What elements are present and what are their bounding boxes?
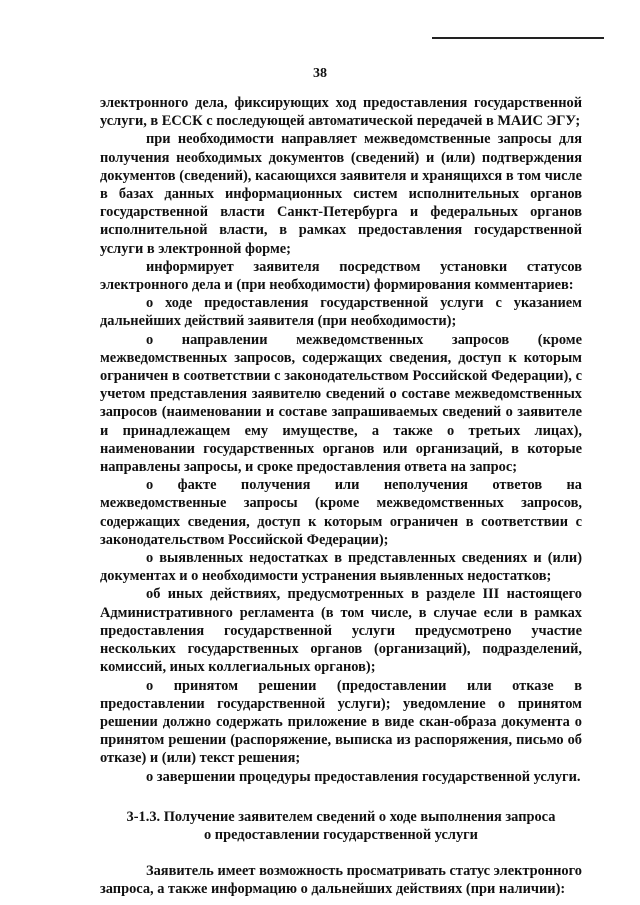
- top-rule: [432, 37, 604, 39]
- paragraph: электронного дела, фиксирующих ход предоставления государственной услуги, в ЕССК с последующей автоматической передачей в МАИС ЭГУ;: [100, 95, 582, 130]
- section-heading: [100, 808, 582, 844]
- page-number: 38: [313, 66, 327, 81]
- list-item: о завершении процедуры предоставления государственной услуги.: [146, 768, 581, 785]
- list-item: о ходе предоставления государственной услуги с указанием дальнейших действий заявителя (при необходимости);: [100, 295, 582, 330]
- list-item: об иных действиях, предусмотренных в разделе III настоящего Административного регламента (в том числе, в случае если в рамках предоставления государственной услуги предусмотрено участие нескольких государственных органов (организаций), подразделений, комиссий, иных коллегиальных органов);: [100, 586, 582, 676]
- paragraph: при необходимости направляет межведомственные запросы для получения необходимых документов (сведений) и (или) подтверждения документов (сведений), касающихся заявителя и хранящихся в том числе в базах данных информационных систем исполнительных органов государственной власти Санкт-Петербурга и федеральных органов исполнительной власти, в рамках предоставления государственной услуги в электронной форме;: [100, 131, 582, 257]
- list-item: о факте получения или неполучения ответов на межведомственные запросы (кроме межведомственных запросов, содержащих сведения, доступ к которым ограничен в соответствии с законодательством Российской Федерации);: [100, 477, 582, 548]
- document-body: [100, 94, 582, 899]
- section-heading-line-2: о предоставлении государственной услуги: [204, 826, 478, 843]
- closing-paragraph: Заявитель имеет возможность просматривать статус электронного запроса, а также информацию о дальнейших действиях (при наличии):: [100, 863, 582, 898]
- list-item: о направлении межведомственных запросов (кроме межведомственных запросов, содержащих сведения, доступ к которым ограничен в соответствии с законодательством Российской Федерации), с учетом представления заявителю сведений о составе межведомственных запросов (наименовании и составе запрашиваемых сведений о заявителе и принадлежащем ему имуществе, а также о третьих лицах), наименовании государственных органов или организаций, в которые направлены запросы, и сроке предоставления ответа на запрос;: [100, 331, 582, 476]
- paragraph: информирует заявителя посредством установки статусов электронного дела и (при необходимости) формирования комментариев:: [100, 258, 582, 294]
- list-item: о выявленных недостатках в представленных сведениях и (или) документах и о необходимости устранения выявленных недостатков;: [100, 550, 582, 585]
- section-heading-line-1: 3-1.3. Получение заявителем сведений о ходе выполнения запроса: [126, 808, 556, 825]
- list-item: о принятом решении (предоставлении или отказе в предоставлении государственной услуги); уведомление о принятом решении должно содержать приложение в виде скан-образа документа о принятом решении (распоряжение, выписка из распоряжения, письмо об отказе) и (или) текст решения;: [100, 677, 582, 767]
